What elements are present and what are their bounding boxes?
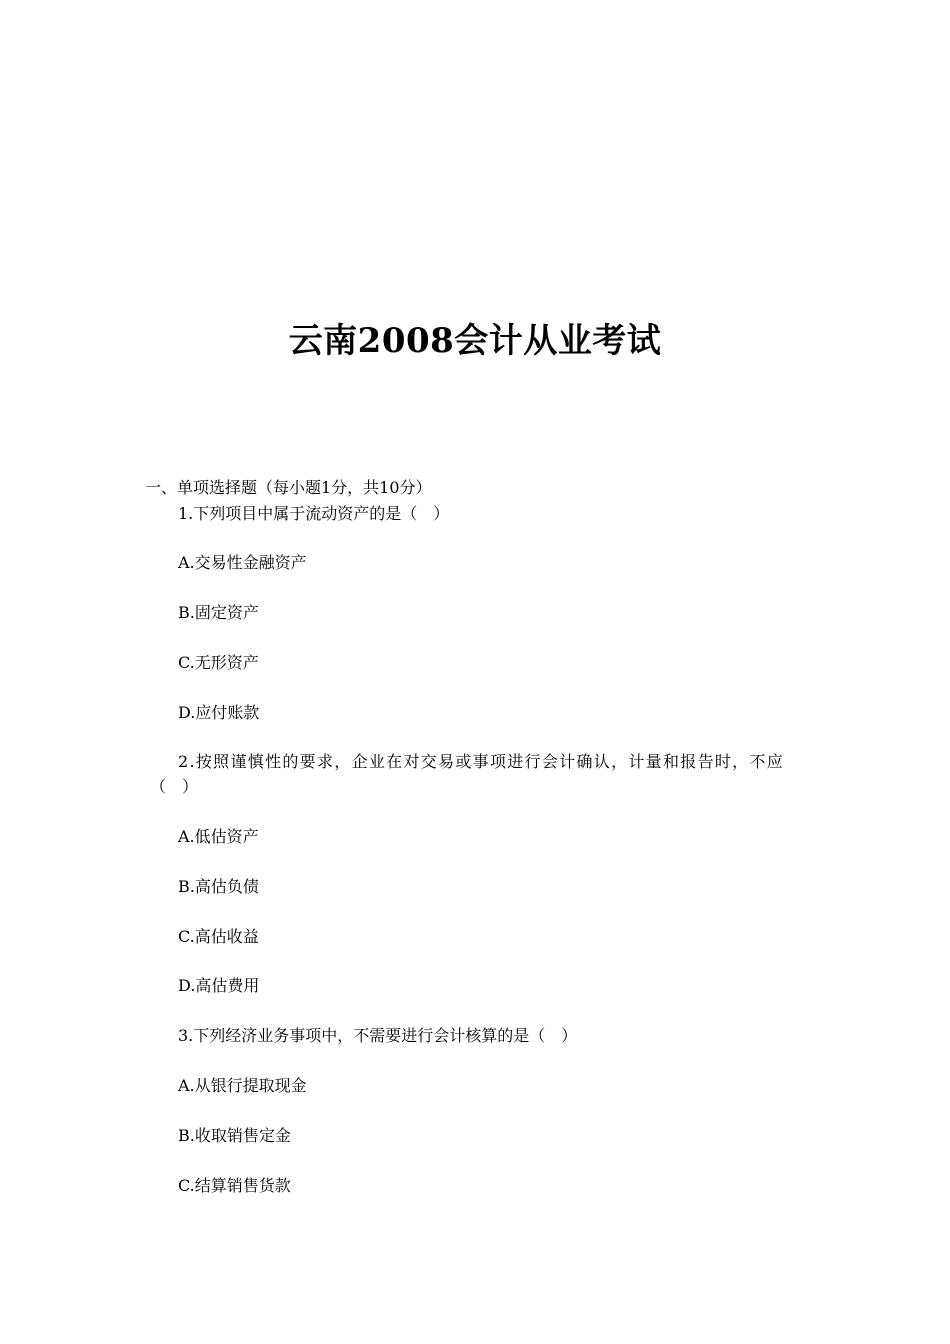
question-3-option-b: B.收取销售定金 xyxy=(178,1126,291,1145)
page-title: 云南2008会计从业考试 xyxy=(288,321,662,361)
question-1-option-c: C.无形资产 xyxy=(178,653,259,672)
section-heading: 一、单项选择题（每小题1分，共10分） xyxy=(145,478,432,497)
question-1-option-d: D.应付账款 xyxy=(178,703,260,722)
question-3-stem: 3.下列经济业务事项中，不需要进行会计核算的是（ ） xyxy=(178,1026,578,1045)
question-2-stem-line1: 2.按照谨慎性的要求，企业在对交易或事项进行会计确认，计量和报告时，不应 xyxy=(178,752,785,771)
question-2-option-b: B.高估负债 xyxy=(178,877,259,896)
question-3-option-c: C.结算销售货款 xyxy=(178,1176,291,1195)
question-1-stem: 1.下列项目中属于流动资产的是（ ） xyxy=(178,504,450,523)
question-2-option-c: C.高估收益 xyxy=(178,927,259,946)
question-2-option-d: D.高估费用 xyxy=(178,976,260,995)
question-2-option-a: A.低估资产 xyxy=(178,827,259,846)
question-3-option-a: A.从银行提取现金 xyxy=(178,1076,307,1095)
question-1-option-a: A.交易性金融资产 xyxy=(178,553,307,572)
question-2-stem-line2: （ ） xyxy=(150,777,199,796)
question-1-option-b: B.固定资产 xyxy=(178,603,259,622)
